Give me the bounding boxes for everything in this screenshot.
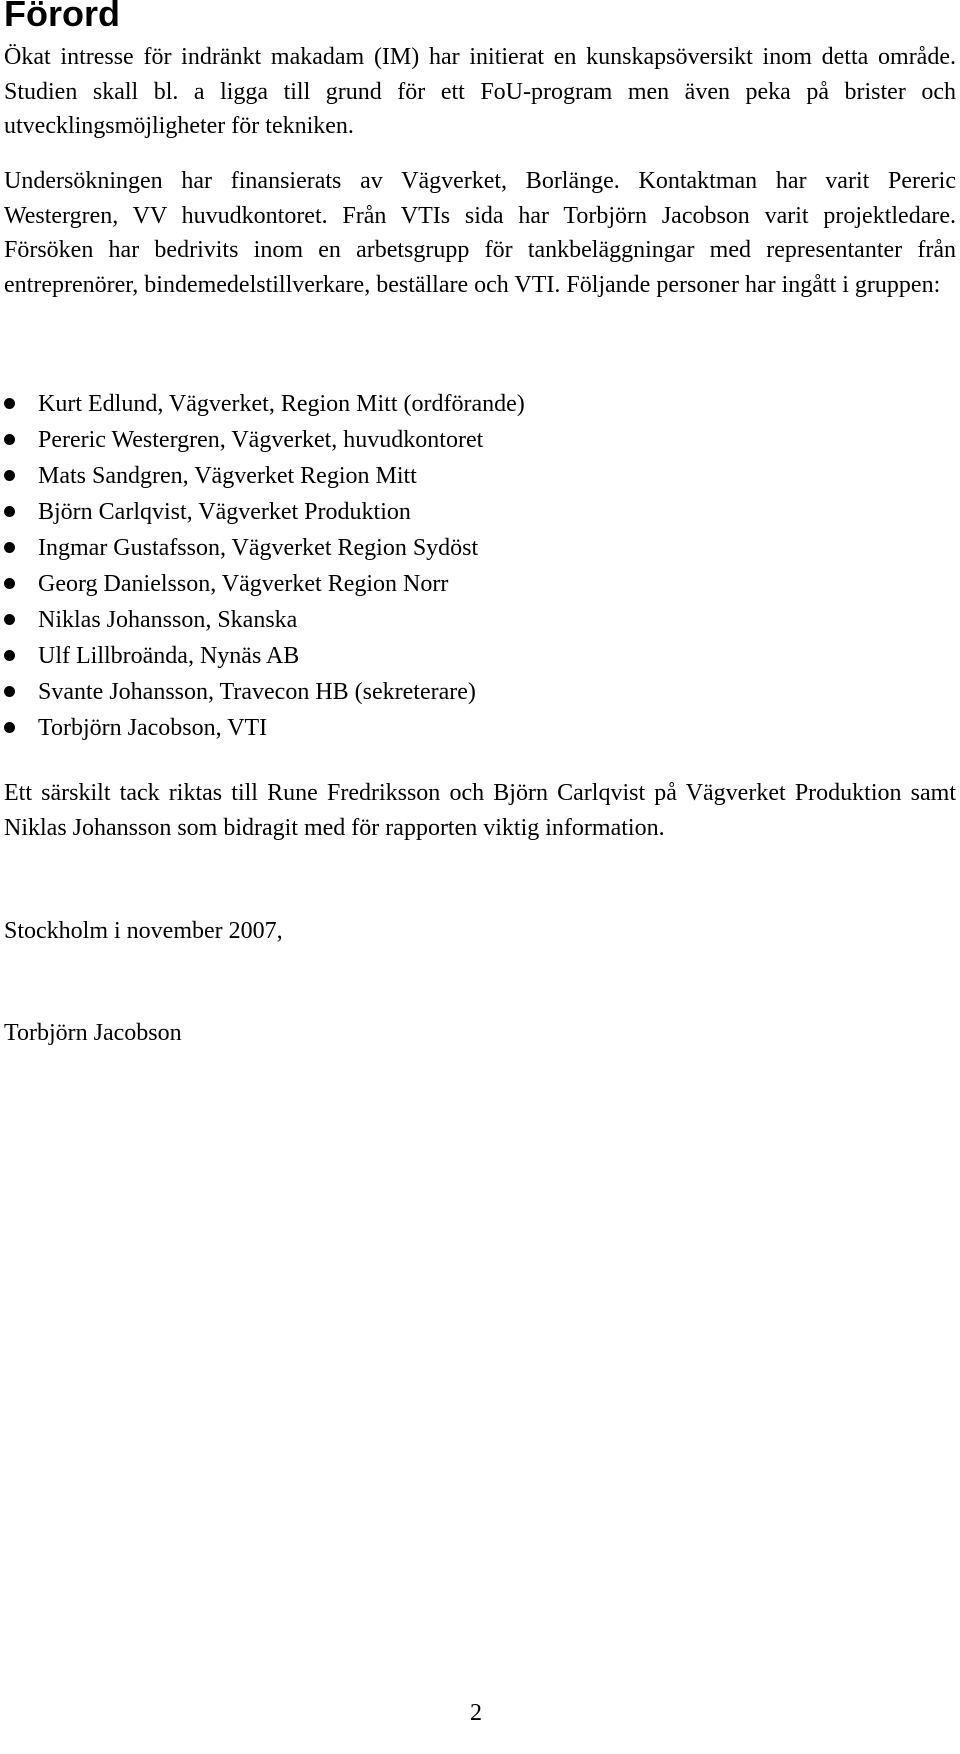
place-date: Stockholm i november 2007, — [4, 918, 283, 944]
list-item — [0, 566, 525, 602]
thanks-paragraph: Ett särskilt tack riktas till Rune Fredriksson och Björn Carlqvist på Vägverket Produktion samt Niklas Johansson som bidragit med för rapporten viktig information. — [4, 780, 956, 841]
list-item — [0, 530, 525, 566]
bullet-icon — [4, 542, 15, 553]
member-name: Ingmar Gustafsson, Vägverket Region Sydöst — [38, 535, 479, 561]
bullet-icon — [4, 578, 15, 589]
list-item — [0, 710, 525, 746]
bullet-icon — [4, 470, 15, 481]
list-item — [0, 494, 525, 530]
bullet-icon — [4, 434, 15, 445]
intro-paragraph: Ökat intresse för indränkt makadam (IM) har initierat en kunskapsöversikt inom detta område. Studien skall bl. a ligga till grund för ett FoU-program men även peka på brister och utvecklingsmöjligheter för tekniken. — [4, 44, 956, 139]
member-name: Torbjörn Jacobson, VTI — [38, 715, 268, 741]
page-number: 2 — [470, 1700, 482, 1726]
member-name: Niklas Johansson, Skanska — [38, 607, 298, 633]
list-item — [0, 674, 525, 710]
list-item — [0, 422, 525, 458]
member-name: Svante Johansson, Travecon HB (sekreterare) — [38, 679, 476, 705]
member-name: Mats Sandgren, Vägverket Region Mitt — [38, 463, 417, 489]
list-item — [0, 458, 525, 494]
member-name: Björn Carlqvist, Vägverket Produktion — [38, 499, 411, 525]
funding-paragraph: Undersökningen har finansierats av Vägverket, Borlänge. Kontaktman har varit Pereric Westergren, VV huvudkontoret. Från VTIs sida har Torbjörn Jacobson varit projektledare. Försöken har bedrivits inom en arbetsgrupp för tankbeläggningar med representanter från entreprenörer, bindemedelstillverkare, beställare och VTI. Följande personer har ingått i gruppen: — [4, 168, 956, 298]
member-name: Kurt Edlund, Vägverket, Region Mitt (ordförande) — [38, 391, 525, 417]
list-item — [0, 386, 525, 422]
members-list — [0, 386, 525, 746]
member-name: Pereric Westergren, Vägverket, huvudkontoret — [38, 427, 484, 453]
bullet-icon — [4, 398, 15, 409]
bullet-icon — [4, 650, 15, 661]
page-title: Förord — [4, 0, 120, 34]
list-item — [0, 602, 525, 638]
member-name: Ulf Lillbroända, Nynäs AB — [38, 643, 300, 669]
list-item — [0, 638, 525, 674]
bullet-icon — [4, 686, 15, 697]
signature: Torbjörn Jacobson — [4, 1020, 182, 1046]
bullet-icon — [4, 506, 15, 517]
bullet-icon — [4, 614, 15, 625]
bullet-icon — [4, 722, 15, 733]
member-name: Georg Danielsson, Vägverket Region Norr — [38, 571, 449, 597]
